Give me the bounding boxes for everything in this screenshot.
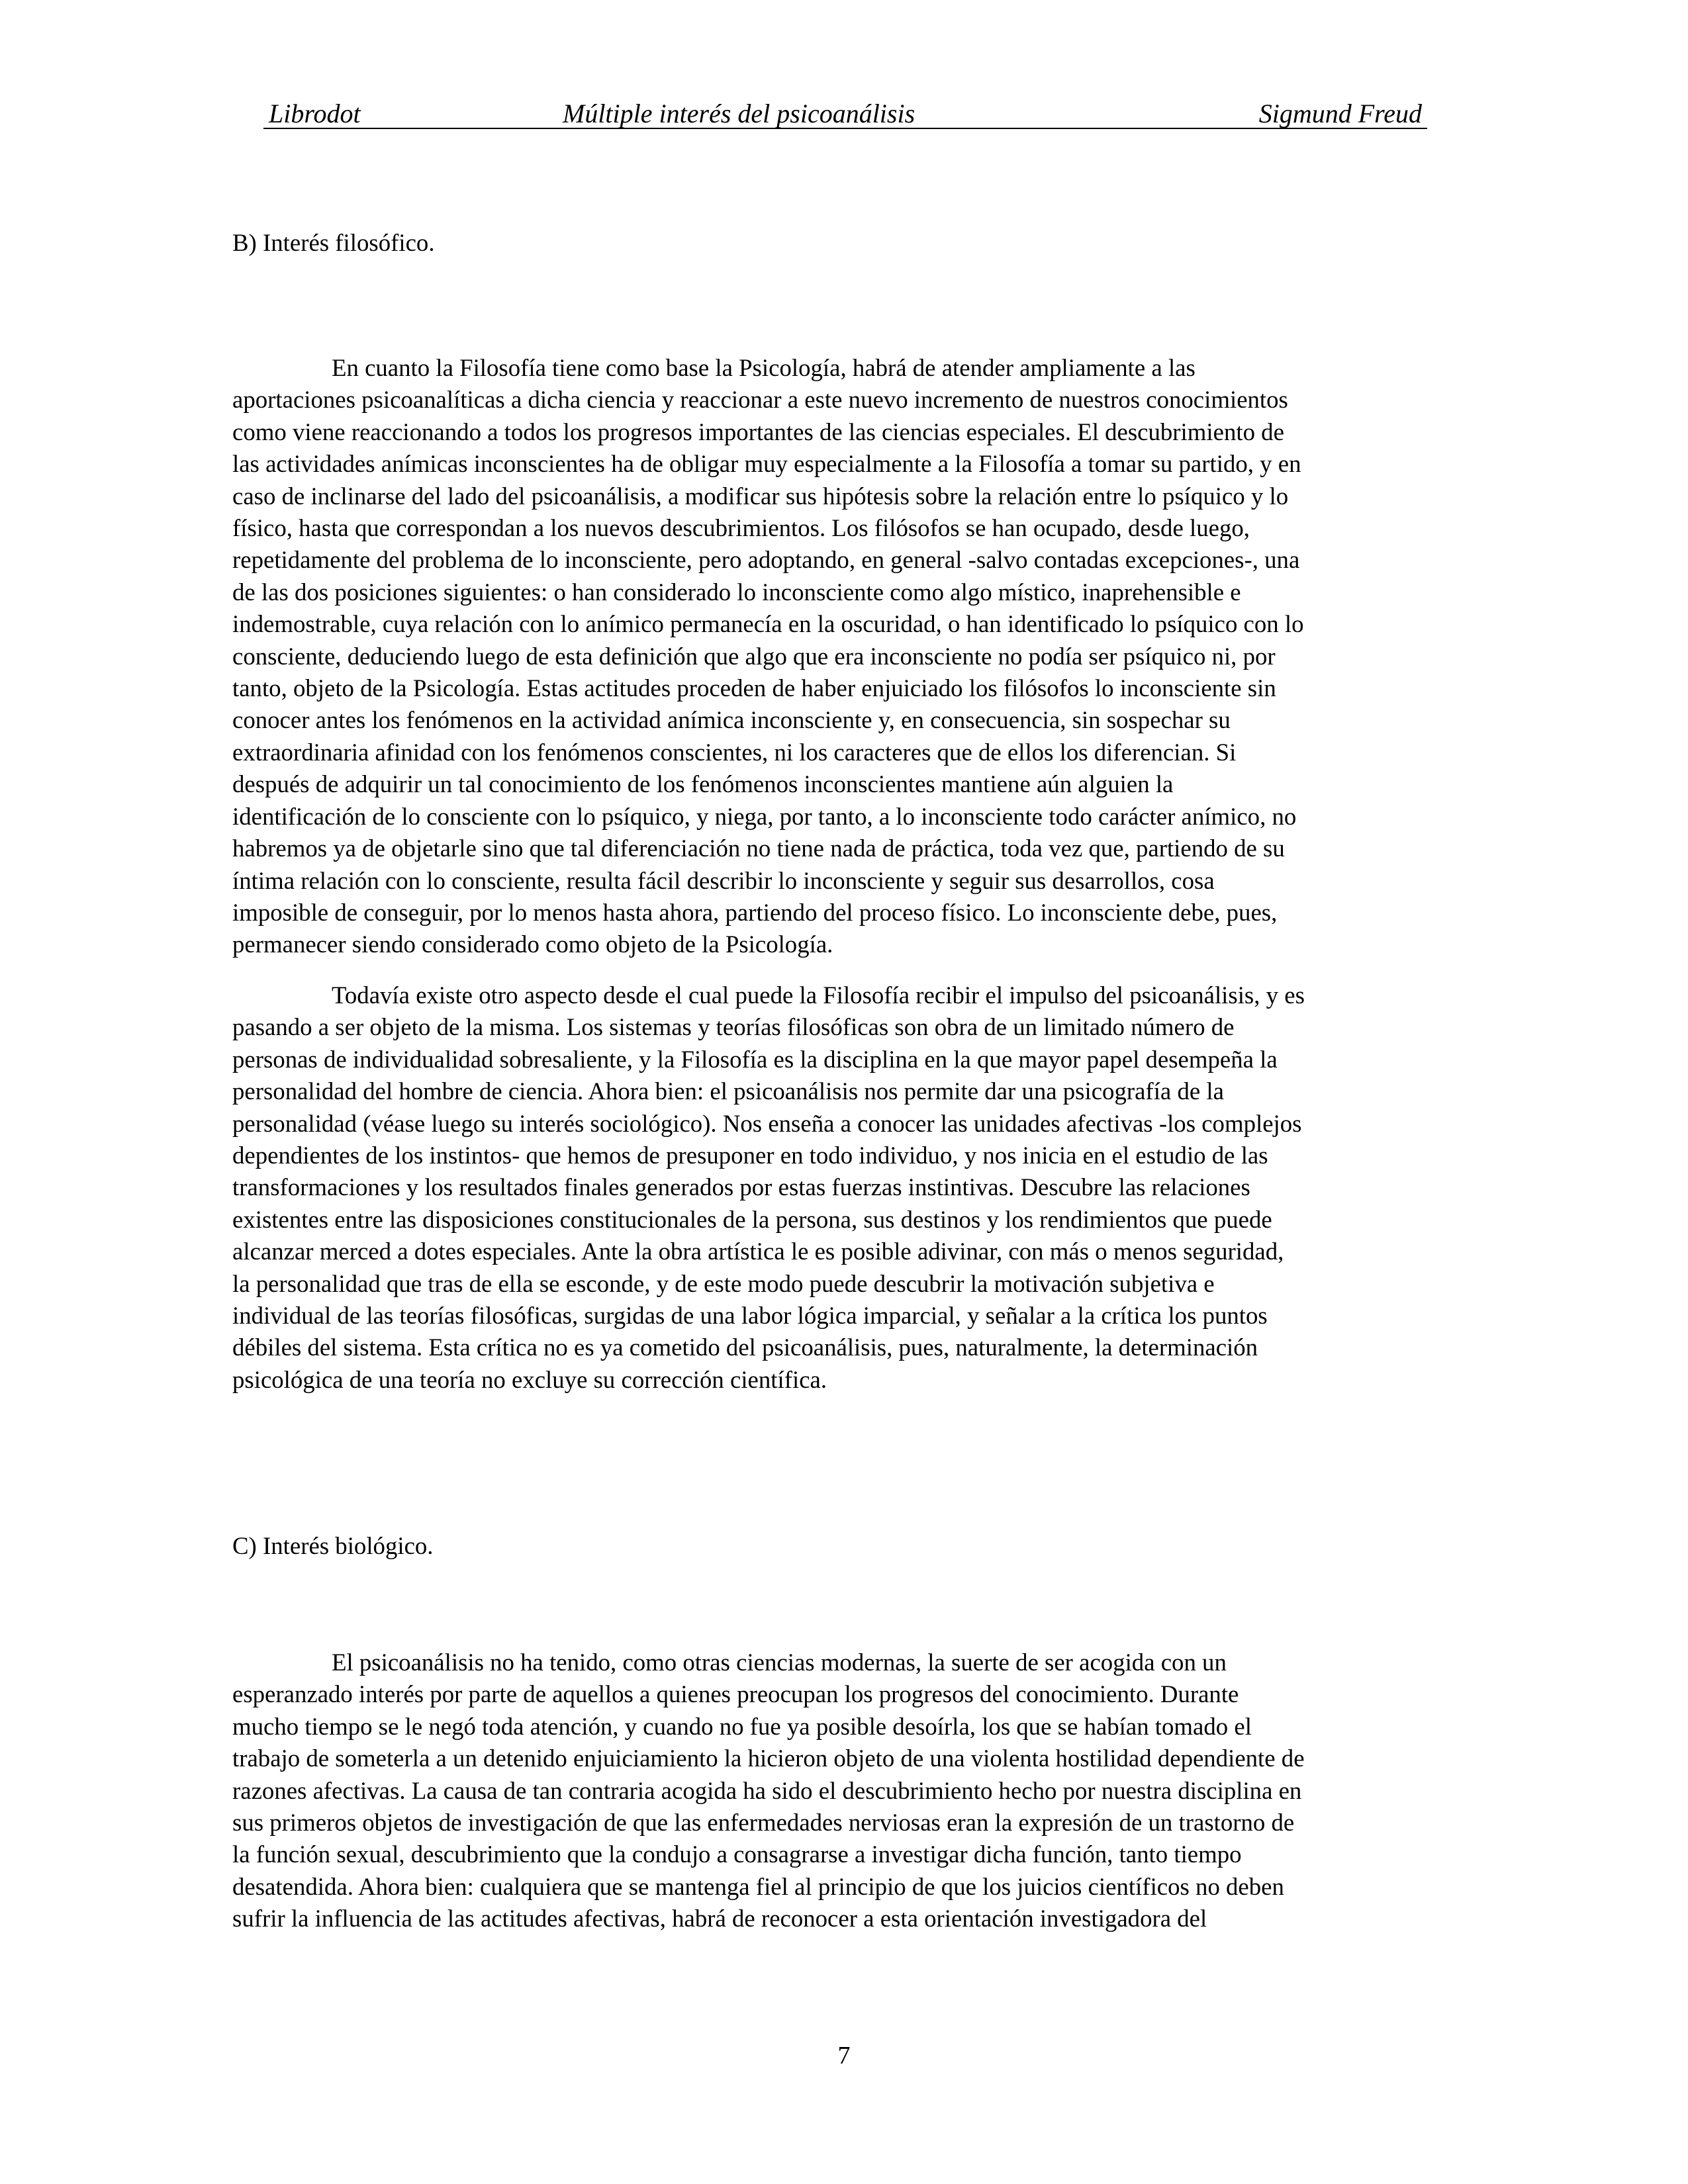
text-line: mucho tiempo se le negó toda atención, y cuando no fue ya posible desoírla, los que se habían tomado el	[232, 1712, 1252, 1740]
text-line: identificación de lo consciente con lo psíquico, y niega, por tanto, a lo inconsciente todo carácter anímico, no	[232, 802, 1297, 830]
text-line: repetidamente del problema de lo inconsciente, pero adoptando, en general -salvo contadas excepciones-, una	[232, 546, 1300, 574]
text-line: sufrir la influencia de las actitudes afectivas, habrá de reconocer a esta orientación investigadora del	[232, 1905, 1207, 1933]
text-line: extraordinaria afinidad con los fenómenos conscientes, ni los caracteres que de ellos los diferencian. Si	[232, 738, 1237, 766]
text-line: permanecer siendo considerado como objeto de la Psicología.	[232, 931, 833, 958]
text-line: la función sexual, descubrimiento que la condujo a consagrarse a investigar dicha función, tanto tiempo	[232, 1841, 1242, 1868]
text-line: alcanzar merced a dotes especiales. Ante la obra artística le es posible adivinar, con más o menos seguridad,	[232, 1238, 1284, 1265]
paragraph	[232, 352, 1458, 961]
text-line: íntima relación con lo consciente, resulta fácil describir lo inconsciente y seguir sus desarrollos, cosa	[232, 866, 1215, 894]
section-body-philosophical-continued	[232, 979, 1458, 1396]
text-line: desatendida. Ahora bien: cualquiera que se mantenga fiel al principio de que los juicios científicos no deben	[232, 1872, 1284, 1900]
text-line: de las dos posiciones siguientes: o han considerado lo inconsciente como algo místico, inaprehensible e	[232, 578, 1241, 606]
text-line: físico, hasta que correspondan a los nuevos descubrimientos. Los filósofos se han ocupado, desde luego,	[232, 514, 1250, 542]
text-line: pasando a ser objeto de la misma. Los sistemas y teorías filosóficas son obra de un limitado número de	[232, 1013, 1235, 1041]
text-line: trabajo de someterla a un detenido enjuiciamiento la hicieron objeto de una violenta hostilidad dependiente de	[232, 1745, 1305, 1772]
text-line: personalidad del hombre de ciencia. Ahora bien: el psicoanálisis nos permite dar una psicografía de la	[232, 1077, 1224, 1105]
text-line: las actividades anímicas inconscientes ha de obligar muy especialmente a la Filosofía a tomar su partido, y en	[232, 450, 1301, 478]
text-line: personalidad (véase luego su interés sociológico). Nos enseña a conocer las unidades afectivas -los complejos	[232, 1109, 1302, 1137]
text-line: razones afectivas. La causa de tan contraria acogida ha sido el descubrimiento hecho por nuestra disciplina en	[232, 1776, 1302, 1804]
running-header	[263, 97, 1427, 131]
page-number: 7	[837, 2042, 851, 2070]
text-line: existentes entre las disposiciones constitucionales de la persona, sus destinos y los rendimientos que puede	[232, 1205, 1272, 1233]
text-line: aportaciones psicoanalíticas a dicha ciencia y reaccionar a este nuevo incremento de nuestros conocimientos	[232, 386, 1288, 414]
text-line: conocer antes los fenómenos en la actividad anímica inconsciente y, en consecuencia, sin sospechar su	[232, 706, 1231, 734]
text-line: la personalidad que tras de ella se esconde, y de este modo puede descubrir la motivación subjetiva e	[232, 1269, 1215, 1297]
text-line: imposible de conseguir, por lo menos hasta ahora, partiendo del proceso físico. Lo inconsciente debe, pues,	[232, 898, 1278, 926]
section-body-philosophical	[232, 352, 1458, 961]
text-line: habremos ya de objetarle sino que tal diferenciación no tiene nada de práctica, toda vez que, partiendo de su	[232, 835, 1285, 862]
text-line: individual de las teorías filosóficas, surgidas de una labor lógica imparcial, y señalar a la crítica los puntos	[232, 1302, 1268, 1330]
text-line: transformaciones y los resultados finales generados por estas fuerzas instintivas. Descubre las relaciones	[232, 1173, 1250, 1201]
header-author: Sigmund Freud	[1258, 99, 1422, 128]
text-line: débiles del sistema. Esta crítica no es ya cometido del psicoanálisis, pues, naturalmente, la determinación	[232, 1334, 1258, 1361]
text-line: personas de individualidad sobresaliente, y la Filosofía es la disciplina en la que mayor papel desempeña la	[232, 1045, 1278, 1073]
text-line: caso de inclinarse del lado del psicoanálisis, a modificar sus hipótesis sobre la relación entre lo psíquico y lo	[232, 482, 1289, 510]
section-body-biological	[232, 1647, 1458, 1935]
paragraph	[232, 979, 1458, 1396]
paragraph	[232, 1647, 1458, 1935]
header-rule	[263, 128, 1427, 129]
text-line: esperanzado interés por parte de aquellos a quienes preocupan los progresos del conocimiento. Durante	[232, 1680, 1239, 1708]
section-heading-philosophical: B) Interés filosófico.	[232, 229, 435, 256]
text-line: psicológica de una teoría no excluye su corrección científica.	[232, 1365, 827, 1393]
text-line: El psicoanálisis no ha tenido, como otras ciencias modernas, la suerte de ser acogida con un	[332, 1649, 1227, 1676]
text-line: En cuanto la Filosofía tiene como base la Psicología, habrá de atender ampliamente a las	[332, 354, 1196, 381]
text-line: como viene reaccionando a todos los progresos importantes de las ciencias especiales. El descubrimiento de	[232, 418, 1284, 445]
text-line: después de adquirir un tal conocimiento de los fenómenos inconscientes mantiene aún alguien la	[232, 770, 1174, 798]
header-title: Múltiple interés del psicoanálisis	[563, 99, 915, 128]
text-line: Todavía existe otro aspecto desde el cual puede la Filosofía recibir el impulso del psicoanálisis, y es	[332, 981, 1305, 1009]
section-heading-biological: C) Interés biológico.	[232, 1532, 434, 1559]
header-source: Librodot	[269, 99, 361, 128]
text-line: consciente, deduciendo luego de esta definición que algo que era inconsciente no podía ser psíquico ni, por	[232, 642, 1276, 670]
text-line: tanto, objeto de la Psicología. Estas actitudes proceden de haber enjuiciado los filósofos lo inconsciente sin	[232, 674, 1276, 702]
text-line: dependientes de los instintos- que hemos de presuponer en todo individuo, y nos inicia en el estudio de las	[232, 1142, 1268, 1169]
text-line: sus primeros objetos de investigación de que las enfermedades nerviosas eran la expresión de un trastorno de	[232, 1809, 1295, 1837]
text-line: indemostrable, cuya relación con lo anímico permanecía en la oscuridad, o han identificado lo psíquico con lo	[232, 610, 1304, 638]
